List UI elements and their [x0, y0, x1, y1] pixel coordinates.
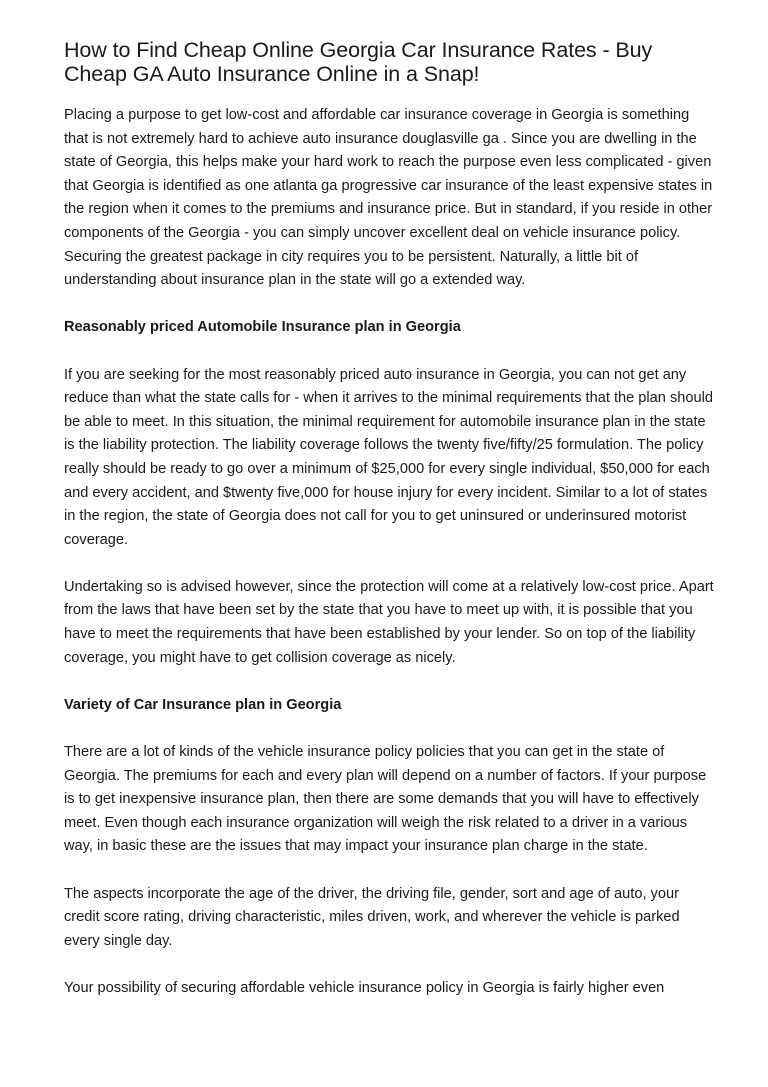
paragraph-minimum-requirements: If you are seeking for the most reasonably priced auto insurance in Georgia, you can not get any reduce than what the state calls for - when it arrives to the minimal requirements that the plan should be able to meet. In this situation, the minimal requirement for automobile insurance plan in the state is the liability protection. The liability coverage follows the twenty five/fifty/25 formulation. The policy really should be ready to go over a minimum of $25,000 for every single individual, $50,000 for each and every accident, and $twenty five,000 for house injury for every incident. Similar to a lot of states in the region, the state of Georgia does not call for you to get uninsured or underinsured motorist coverage.: [64, 366, 713, 548]
section-heading-affordable: Reasonably priced Automobile Insurance plan in Georgia: [64, 319, 461, 336]
section-heading-variety: Variety of Car Insurance plan in Georgia: [64, 696, 342, 713]
document-page: [64, 38, 714, 1001]
document-title: How to Find Cheap Online Georgia Car Insurance Rates - Buy Cheap GA Auto Insurance Online in a Snap!: [64, 38, 653, 86]
paragraph-collision-advice: Undertaking so is advised however, since the protection will come at a relatively low-cost price. Apart from the laws that have been set by the state that you have to meet up with, it is possible that you have to meet the requirements that have been established by your lender. So on top of the liability coverage, you might have to get collision coverage as nicely.: [64, 578, 714, 666]
paragraph-policy-kinds: There are a lot of kinds of the vehicle insurance policy policies that you can get in the state of Georgia. The premiums for each and every plan will depend on a number of factors. If your purpose is to get inexpensive insurance plan, then there are some demands that you will have to effectively meet. Even though each insurance organization will weigh the risk related to a driver in a various way, in basic these are the issues that may impact your insurance plan charge in the state.: [64, 744, 707, 855]
paragraph-rating-factors: The aspects incorporate the age of the driver, the driving file, gender, sort and age of auto, your credit score rating, driving characteristic, miles driven, work, and wherever the vehicle is parked every single day.: [64, 885, 680, 949]
paragraph-closing: Your possibility of securing affordable vehicle insurance policy in Georgia is fairly higher even: [64, 979, 665, 996]
paragraph-intro: Placing a purpose to get low-cost and affordable car insurance coverage in Georgia is something that is not extremely hard to achieve auto insurance douglasville ga . Since you are dwelling in the state of Georgia, this helps make your hard work to reach the purpose even less complicated - given that Georgia is identified as one atlanta ga progressive car insurance of the least expensive states in the region when it comes to the premiums and insurance price. But in standard, if you reside in other components of the Georgia - you can simply uncover excellent deal on vehicle insurance policy. Securing the greatest package in city requires you to be persistent. Naturally, a little bit of understanding about insurance plan in the state will go a extended way.: [64, 107, 713, 289]
